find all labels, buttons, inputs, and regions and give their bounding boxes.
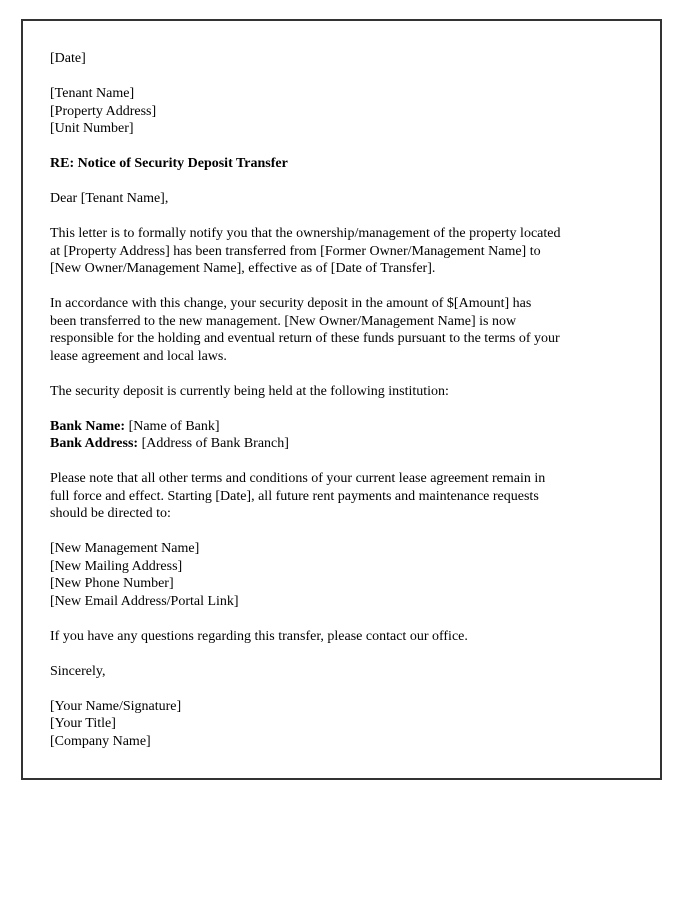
signature-title-line: [Your Title]: [50, 716, 116, 731]
letter-frame: [21, 19, 662, 780]
closing-block: [50, 663, 650, 681]
subject-block: [50, 155, 650, 173]
signature-block: [50, 698, 650, 751]
paragraph-terms-line-2: full force and effect. Starting [Date], all future rent payments and maintenance requests: [50, 488, 539, 504]
bank-name-value: [Name of Bank]: [128, 418, 220, 434]
recipient-tenant-name: [Tenant Name]: [50, 86, 135, 101]
paragraph-questions: [50, 628, 650, 646]
paragraph-terms-line-1: Please note that all other terms and conditions of your current lease agreement remain in: [50, 471, 546, 486]
closing-line: Sincerely,: [50, 663, 106, 679]
paragraph-deposit-line-2: been transferred to the new management. [New Owner/Management Name] is now: [50, 313, 517, 329]
paragraph-transfer-line-3: [New Owner/Management Name], effective as of [Date of Transfer].: [50, 261, 436, 276]
paragraph-deposit-line-3: responsible for the holding and eventual return of these funds pursuant to the terms of your: [50, 331, 560, 346]
paragraph-deposit-line-1: In accordance with this change, your security deposit in the amount of $[Amount] has: [50, 296, 532, 311]
paragraph-terms: [50, 470, 650, 523]
signature-name-line: [Your Name/Signature]: [50, 698, 182, 714]
bank-address-label: Bank Address:: [50, 436, 139, 451]
signature-company-line: [Company Name]: [50, 733, 151, 749]
bank-address-value: [Address of Bank Branch]: [141, 436, 289, 451]
paragraph-terms-line-3: should be directed to:: [50, 506, 171, 521]
new-contact-block: [50, 540, 650, 610]
date-block: [50, 50, 650, 68]
date-line: [Date]: [50, 51, 86, 66]
new-contact-email: [New Email Address/Portal Link]: [50, 593, 239, 609]
salutation-block: [50, 190, 650, 208]
paragraph-institution-line: The security deposit is currently being held at the following institution:: [50, 383, 449, 399]
paragraph-transfer-line-1: This letter is to formally notify you that the ownership/management of the property located: [50, 226, 561, 241]
new-contact-phone: [New Phone Number]: [50, 576, 174, 591]
recipient-property-address: [Property Address]: [50, 103, 157, 119]
recipient-unit-number: [Unit Number]: [50, 121, 134, 136]
bank-name-label: Bank Name:: [50, 418, 126, 434]
paragraph-deposit: [50, 295, 650, 365]
paragraph-transfer: [50, 225, 650, 278]
salutation-line: Dear [Tenant Name],: [50, 191, 169, 206]
bank-details-block: [50, 418, 650, 453]
paragraph-transfer-line-2: at [Property Address] has been transferred from [Former Owner/Management Name] to: [50, 243, 541, 259]
paragraph-institution: [50, 383, 650, 401]
new-contact-mailing-address: [New Mailing Address]: [50, 558, 183, 574]
recipient-block: [50, 85, 650, 138]
paragraph-questions-line: If you have any questions regarding this transfer, please contact our office.: [50, 628, 468, 644]
bank-address-line: [50, 435, 650, 453]
subject-line: RE: Notice of Security Deposit Transfer: [50, 156, 288, 171]
paragraph-deposit-line-4: lease agreement and local laws.: [50, 348, 227, 364]
bank-name-line: [50, 418, 650, 436]
new-contact-name: [New Management Name]: [50, 541, 200, 556]
